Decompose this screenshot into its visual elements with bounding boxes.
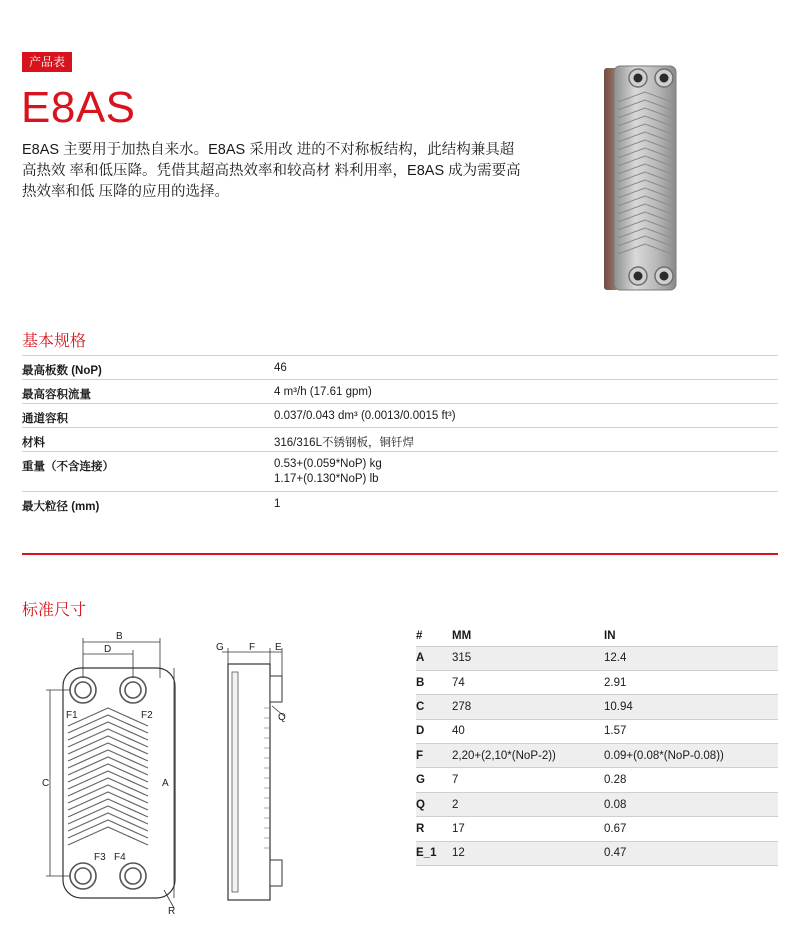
port-label-f3: F3	[94, 852, 106, 863]
table-row	[22, 380, 778, 404]
dim-key: C	[416, 695, 452, 719]
dim-key: Q	[416, 792, 452, 816]
dim-key: B	[416, 670, 452, 694]
dim-mm: 74	[452, 670, 604, 694]
table-row	[22, 492, 778, 516]
dim-in: 0.67	[604, 817, 778, 841]
product-sheet-badge: 产品表	[22, 52, 72, 72]
spec-label: 通道容积	[22, 404, 274, 428]
table-row	[416, 768, 778, 792]
dim-in: 0.47	[604, 841, 778, 865]
dim-key: A	[416, 646, 452, 670]
table-row	[22, 452, 778, 492]
table-row	[416, 841, 778, 865]
product-title: E8AS	[21, 83, 136, 132]
spec-value: 46	[274, 356, 778, 380]
dim-in: 0.08	[604, 792, 778, 816]
dim-label-d: D	[104, 644, 112, 655]
spec-value: 1	[274, 492, 778, 516]
port-label-f1: F1	[66, 710, 78, 721]
spec-value	[274, 452, 778, 492]
dim-label-a: A	[162, 778, 169, 789]
dim-label-q: Q	[278, 712, 286, 723]
dim-key: F	[416, 744, 452, 768]
column-header: IN	[604, 628, 778, 646]
dim-label-r: R	[168, 906, 176, 917]
spec-value: 4 m³/h (17.61 gpm)	[274, 380, 778, 404]
dim-in: 2.91	[604, 670, 778, 694]
dim-mm: 2,20+(2,10*(NoP-2))	[452, 744, 604, 768]
spec-value: 0.037/0.043 dm³ (0.0013/0.0015 ft³)	[274, 404, 778, 428]
dim-key: E_1	[416, 841, 452, 865]
dim-label-e: E	[275, 642, 282, 653]
port-label-f4: F4	[114, 852, 126, 863]
section-divider	[22, 553, 778, 555]
dimensions-table	[416, 628, 778, 866]
spec-label: 最大粒径 (mm)	[22, 492, 274, 516]
spec-value-line: 0.53+(0.059*NoP) kg	[274, 458, 382, 470]
dim-in: 0.09+(0.08*(NoP-0.08))	[604, 744, 778, 768]
table-row	[22, 404, 778, 428]
dim-label-c: C	[42, 778, 50, 789]
product-image	[602, 62, 682, 294]
dim-mm: 40	[452, 719, 604, 743]
standard-dimensions-heading: 标准尺寸	[22, 602, 87, 619]
spec-label: 材料	[22, 428, 274, 452]
dim-in: 10.94	[604, 695, 778, 719]
dim-in: 12.4	[604, 646, 778, 670]
product-description: E8AS 主要用于加热自来水。E8AS 采用改 进的不对称板结构，此结构兼具超高热效 率和低压降。凭借其超高热效率和较高材 料利用率，E8AS 成为需要高热效率和低 压降的应用的选择。	[22, 142, 521, 200]
dim-in: 1.57	[604, 719, 778, 743]
table-row	[416, 744, 778, 768]
dim-mm: 315	[452, 646, 604, 670]
dim-key: G	[416, 768, 452, 792]
dim-label-g: G	[216, 642, 224, 653]
dim-mm: 278	[452, 695, 604, 719]
column-header: MM	[452, 628, 604, 646]
table-row	[416, 646, 778, 670]
table-row	[416, 695, 778, 719]
spec-table	[22, 355, 778, 516]
spec-value: 316/316L不锈钢板，铜钎焊	[274, 428, 778, 452]
table-row	[416, 719, 778, 743]
dim-mm: 7	[452, 768, 604, 792]
dim-key: R	[416, 817, 452, 841]
table-header-row	[416, 628, 778, 646]
spec-label: 最高板数 (NoP)	[22, 356, 274, 380]
table-row	[416, 792, 778, 816]
table-row	[22, 356, 778, 380]
basic-specs-heading: 基本规格	[22, 333, 87, 350]
spec-value-line: 1.17+(0.130*NoP) lb	[274, 473, 379, 485]
dim-label-f: F	[249, 642, 256, 653]
table-row	[416, 817, 778, 841]
dimension-drawing	[36, 628, 336, 920]
spec-label: 重量（不含连接）	[22, 452, 274, 492]
dim-mm: 17	[452, 817, 604, 841]
column-header: #	[416, 628, 452, 646]
port-label-f2: F2	[141, 710, 153, 721]
spec-label: 最高容积流量	[22, 380, 274, 404]
dim-in: 0.28	[604, 768, 778, 792]
dim-key: D	[416, 719, 452, 743]
dim-mm: 12	[452, 841, 604, 865]
table-row	[416, 670, 778, 694]
dim-mm: 2	[452, 792, 604, 816]
table-row	[22, 428, 778, 452]
dim-label-b: B	[116, 631, 123, 642]
